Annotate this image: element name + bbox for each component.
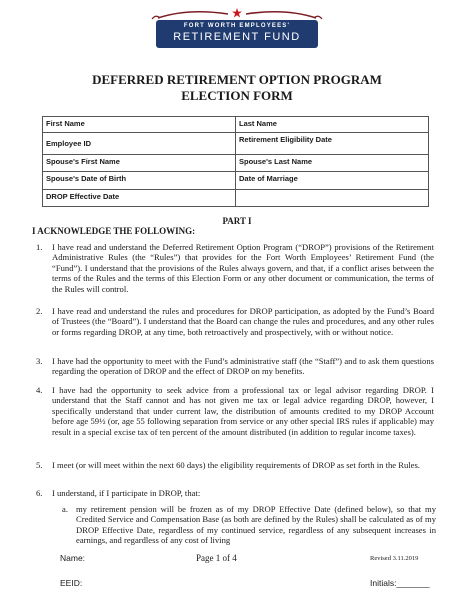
list-item: [36, 306, 434, 337]
form-title-line2: ELECTION FORM: [181, 88, 293, 103]
footer-name-label: Name:: [60, 553, 86, 563]
first-name-field[interactable]: First Name: [43, 117, 236, 133]
item-number: 1.: [36, 242, 43, 252]
item-text: I meet (or will meet within the next 60 days) the eligibility requirements of DROP as set forth in the Rules.: [52, 460, 420, 470]
spouse-last-name-field[interactable]: Spouse's Last Name: [236, 155, 429, 172]
list-item: [36, 242, 434, 294]
list-item: [36, 488, 434, 498]
date-of-marriage-field[interactable]: Date of Marriage: [236, 172, 429, 190]
item-number: 4.: [36, 385, 43, 395]
footer-page-number: Page 1 of 4: [196, 553, 237, 563]
footer-eeid-label: EEID:: [60, 578, 83, 588]
list-item: [36, 460, 434, 470]
item-number: 5.: [36, 460, 43, 470]
part-heading: PART I: [222, 216, 252, 226]
employee-id-field[interactable]: Employee ID: [43, 133, 236, 155]
employee-info-table: [42, 116, 429, 207]
item-number: 2.: [36, 306, 43, 316]
retirement-eligibility-date-field[interactable]: Retirement Eligibility Date: [236, 133, 429, 155]
last-name-field[interactable]: Last Name: [236, 117, 429, 133]
item-text: I understand, if I participate in DROP, that:: [52, 488, 201, 498]
drop-effective-date-field[interactable]: DROP Effective Date: [43, 190, 236, 207]
item-text: I have had the opportunity to seek advice from a professional tax or legal advisor regarding DROP. I understand that the Staff cannot and has not given me tax or legal advice regarding DROP, however, I specifically understand that under current law, the distribution of amounts credited to my DROP Account before age 59½ (or, age 55 following separation from service or any other special IRS rules if applicable) may result in a special excise tax of ten percent of the amount distributed (in addition to regular income taxes).: [52, 385, 434, 437]
footer-revised-date: Revised 3.11.2019: [370, 555, 419, 562]
item-text: I have read and understand the rules and procedures for DROP participation, as adopted by the Fund’s Board of Trustees (the “Board”). I understand that the Board can change the rules and procedures, and any other rules or forms regarding DROP, at any time, both retroactively and prospectively, with or without notice.: [52, 306, 434, 337]
list-item: [36, 385, 434, 437]
logo-bottom-text: RETIREMENT FUND: [173, 31, 301, 43]
footer-initials-label: Initials:_______: [370, 578, 430, 588]
empty-cell: [236, 190, 429, 207]
sub-list-item: [62, 504, 436, 546]
acknowledge-heading: I ACKNOWLEDGE THE FOLLOWING:: [32, 226, 196, 236]
fund-logo: [148, 6, 326, 52]
subitem-letter: a.: [62, 504, 68, 514]
logo-top-text: FORT WORTH EMPLOYEES': [183, 23, 291, 29]
star-icon: [232, 8, 242, 18]
spouse-first-name-field[interactable]: Spouse's First Name: [43, 155, 236, 172]
item-text: I have read and understand the Deferred Retirement Option Program (“DROP”) provisions of the Retirement Administrative Rules (the “Rules”) that provides for the Fort Worth Employees’ Retirement Fund (the “Fund”). I understand that the provisions of the Rules always govern, and that, if a conflict arises between the terms of the Rules and the terms of this Election Form or any other document or communication, the terms of the Rules will control.: [52, 242, 434, 294]
item-number: 3.: [36, 356, 43, 366]
spouse-dob-field[interactable]: Spouse's Date of Birth: [43, 172, 236, 190]
item-text: I have had the opportunity to meet with the Fund’s administrative staff (the “Staff”) and to ask them questions regarding the operation of DROP and the effect of DROP on my benefits.: [52, 356, 434, 377]
item-number: 6.: [36, 488, 43, 498]
subitem-text: my retirement pension will be frozen as of my DROP Effective Date (defined below), so that my Credited Service and Compensation Base (as both are defined by the Rules) shall be calculated as of my DROP Effective Date, regardless of my continued service, regardless of any subsequent increases in earnings, and regardless of any cost of living: [76, 504, 436, 546]
form-title-line1: DEFERRED RETIREMENT OPTION PROGRAM: [92, 72, 382, 87]
list-item: [36, 356, 434, 377]
